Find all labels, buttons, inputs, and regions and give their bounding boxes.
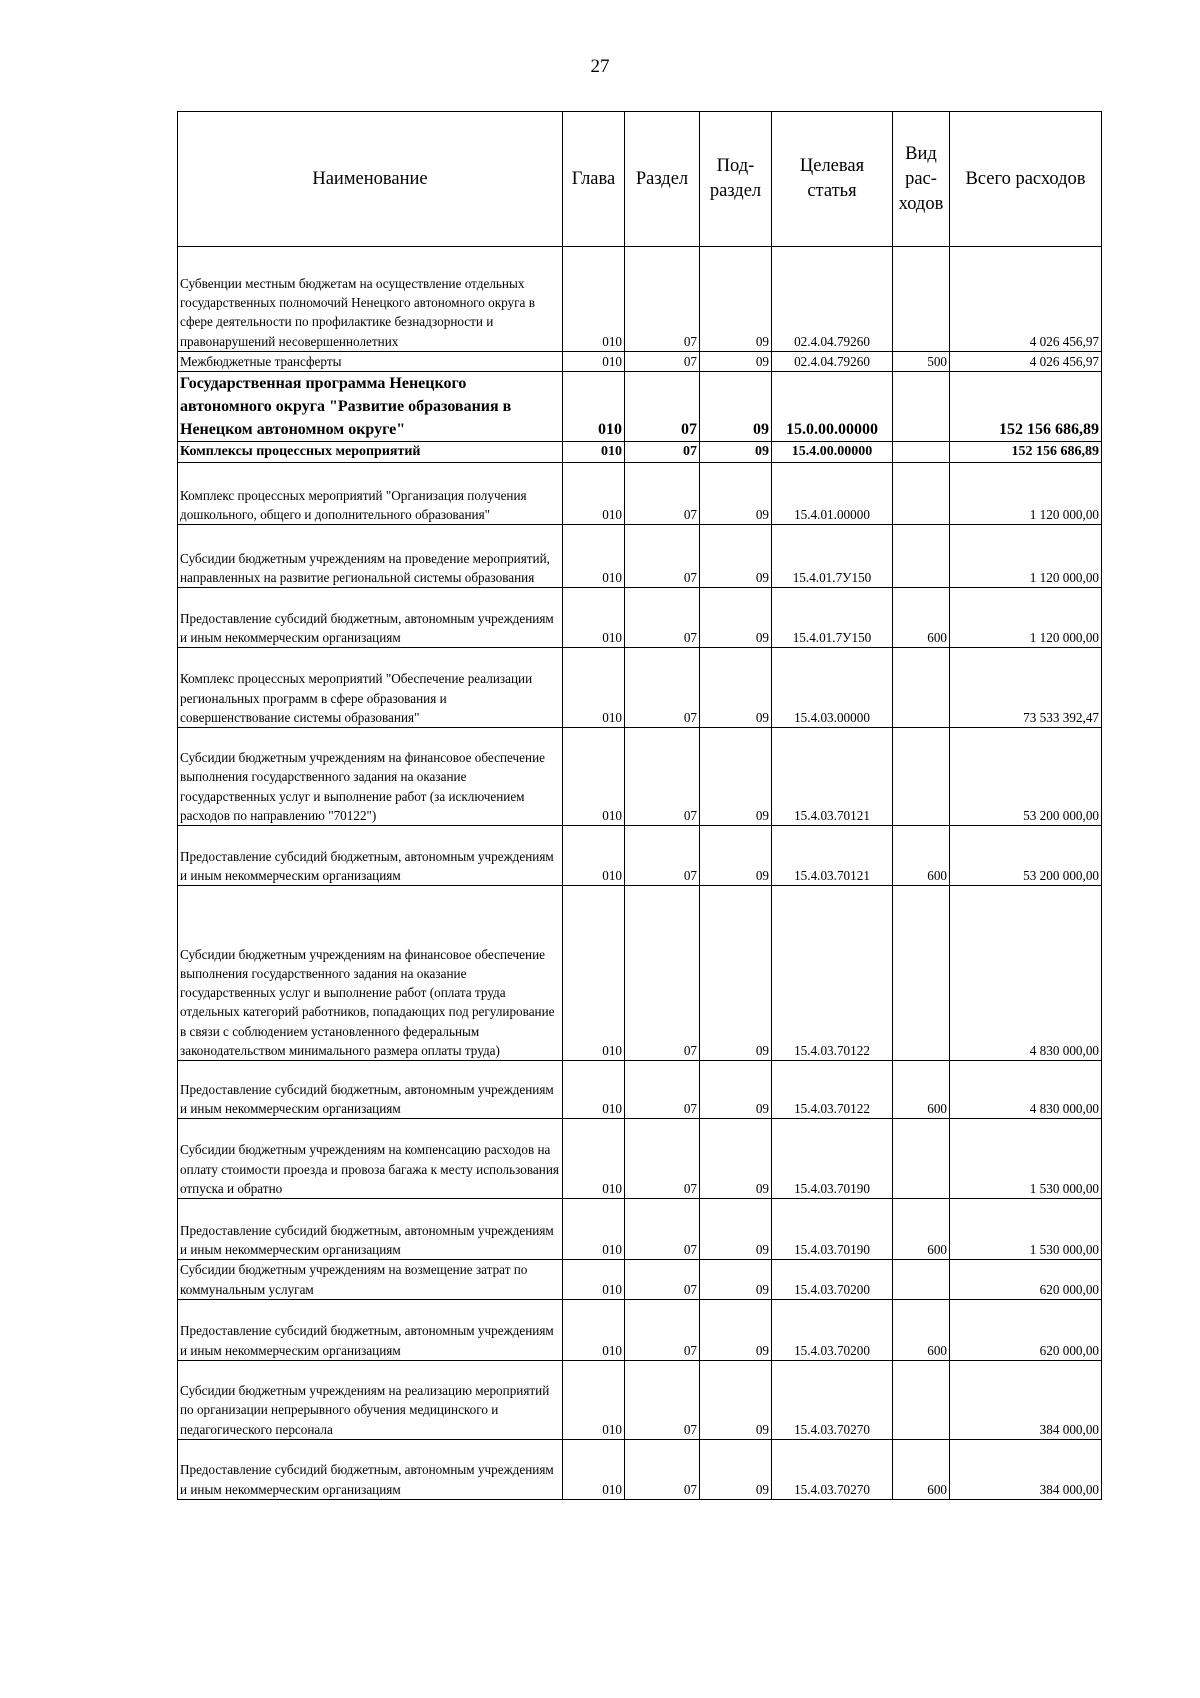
row-chapter: 010 [563, 1119, 625, 1199]
row-total: 384 000,00 [950, 1439, 1102, 1499]
table-row [178, 1260, 1102, 1300]
row-name: Субсидии бюджетным учреждениям на проведение мероприятий, направленных на развитие региональной системы образования [178, 525, 563, 588]
row-total: 152 156 686,89 [950, 372, 1102, 442]
row-type [893, 728, 950, 826]
row-chapter: 010 [563, 886, 625, 1061]
row-subsection: 09 [700, 886, 772, 1061]
row-target: 15.4.03.70270 [772, 1360, 893, 1439]
row-target: 15.4.03.70121 [772, 728, 893, 826]
row-section: 07 [625, 1360, 700, 1439]
table-header-row [178, 112, 1102, 247]
row-name: Субсидии бюджетным учреждениям на реализацию мероприятий по организации непрерывного обучения медицинского и педагогического персонала [178, 1360, 563, 1439]
row-chapter: 010 [563, 1439, 625, 1499]
row-type: 600 [893, 588, 950, 648]
row-name: Комплекс процессных мероприятий "Организация получения дошкольного, общего и дополнительного образования" [178, 463, 563, 525]
row-section: 07 [625, 1199, 700, 1260]
row-total: 4 830 000,00 [950, 886, 1102, 1061]
row-subsection: 09 [700, 463, 772, 525]
row-target: 15.4.03.70190 [772, 1199, 893, 1260]
row-name: Субсидии бюджетным учреждениям на возмещение затрат по коммунальным услугам [178, 1260, 563, 1300]
row-subsection: 09 [700, 1199, 772, 1260]
row-name: Комплекс процессных мероприятий "Обеспечение реализации региональных программ в сфере образования и совершенствование системы образования" [178, 648, 563, 728]
row-target: 15.4.03.70200 [772, 1299, 893, 1360]
row-type [893, 1260, 950, 1300]
table-row [178, 648, 1102, 728]
row-chapter: 010 [563, 728, 625, 826]
row-section: 07 [625, 886, 700, 1061]
row-type [893, 247, 950, 352]
table-row [178, 1299, 1102, 1360]
row-name: Предоставление субсидий бюджетным, автономным учреждениям и иным некоммерческим организациям [178, 1199, 563, 1260]
row-section: 07 [625, 247, 700, 352]
row-type [893, 463, 950, 525]
row-section: 07 [625, 1439, 700, 1499]
row-type: 600 [893, 1061, 950, 1119]
row-target: 15.4.03.70121 [772, 826, 893, 886]
row-subsection: 09 [700, 525, 772, 588]
header-type: Вид рас-ходов [893, 112, 950, 247]
row-chapter: 010 [563, 442, 625, 463]
table-row [178, 826, 1102, 886]
row-type [893, 886, 950, 1061]
row-section: 07 [625, 372, 700, 442]
table-row [178, 1061, 1102, 1119]
row-section: 07 [625, 1299, 700, 1360]
row-chapter: 010 [563, 525, 625, 588]
table-row [178, 1360, 1102, 1439]
row-section: 07 [625, 1260, 700, 1300]
row-chapter: 010 [563, 372, 625, 442]
row-subsection: 09 [700, 1061, 772, 1119]
table-row [178, 247, 1102, 352]
row-name: Предоставление субсидий бюджетным, автономным учреждениям и иным некоммерческим организациям [178, 1299, 563, 1360]
row-type: 600 [893, 1299, 950, 1360]
row-section: 07 [625, 442, 700, 463]
row-target: 15.4.03.70122 [772, 1061, 893, 1119]
row-total: 1 120 000,00 [950, 588, 1102, 648]
row-subsection: 09 [700, 1299, 772, 1360]
table-row [178, 1199, 1102, 1260]
row-total: 152 156 686,89 [950, 442, 1102, 463]
row-subsection: 09 [700, 1360, 772, 1439]
row-chapter: 010 [563, 247, 625, 352]
table-row [178, 372, 1102, 442]
row-subsection: 09 [700, 588, 772, 648]
row-name: Государственная программа Ненецкого автономного округа "Развитие образования в Ненецком автономном округе" [178, 372, 563, 442]
row-name: Предоставление субсидий бюджетным, автономным учреждениям и иным некоммерческим организациям [178, 588, 563, 648]
row-section: 07 [625, 648, 700, 728]
row-total: 4 830 000,00 [950, 1061, 1102, 1119]
row-name: Субвенции местным бюджетам на осуществление отдельных государственных полномочий Ненецкого автономного округа в сфере деятельности по профилактике безнадзорности и правонарушений несовершеннолетних [178, 247, 563, 352]
header-total: Всего расходов [950, 112, 1102, 247]
row-total: 1 530 000,00 [950, 1119, 1102, 1199]
row-target: 15.4.01.7У150 [772, 588, 893, 648]
row-name: Межбюджетные трансферты [178, 352, 563, 372]
row-type [893, 1360, 950, 1439]
row-chapter: 010 [563, 1299, 625, 1360]
row-section: 07 [625, 463, 700, 525]
row-target: 02.4.04.79260 [772, 352, 893, 372]
table-row [178, 352, 1102, 372]
row-target: 15.4.03.70190 [772, 1119, 893, 1199]
row-name: Предоставление субсидий бюджетным, автономным учреждениям и иным некоммерческим организациям [178, 1439, 563, 1499]
page-number: 27 [590, 56, 610, 77]
row-chapter: 010 [563, 648, 625, 728]
row-subsection: 09 [700, 648, 772, 728]
row-type: 600 [893, 1199, 950, 1260]
row-section: 07 [625, 525, 700, 588]
row-total: 53 200 000,00 [950, 728, 1102, 826]
row-total: 620 000,00 [950, 1260, 1102, 1300]
row-chapter: 010 [563, 352, 625, 372]
table-row [178, 1439, 1102, 1499]
header-target: Целевая статья [772, 112, 893, 247]
row-section: 07 [625, 826, 700, 886]
row-subsection: 09 [700, 372, 772, 442]
row-chapter: 010 [563, 1360, 625, 1439]
table-row [178, 525, 1102, 588]
row-total: 1 120 000,00 [950, 525, 1102, 588]
row-name: Комплексы процессных мероприятий [178, 442, 563, 463]
row-type [893, 442, 950, 463]
row-type: 500 [893, 352, 950, 372]
row-target: 15.4.03.70122 [772, 886, 893, 1061]
row-name: Субсидии бюджетным учреждениям на финансовое обеспечение выполнения государственного задания на оказание государственных услуг и выполнение работ (за исключением расходов по направлению "70122") [178, 728, 563, 826]
row-type: 600 [893, 1439, 950, 1499]
row-subsection: 09 [700, 247, 772, 352]
row-name: Предоставление субсидий бюджетным, автономным учреждениям и иным некоммерческим организациям [178, 1061, 563, 1119]
row-section: 07 [625, 1119, 700, 1199]
row-total: 1 120 000,00 [950, 463, 1102, 525]
row-type [893, 1119, 950, 1199]
row-subsection: 09 [700, 728, 772, 826]
row-type [893, 525, 950, 588]
row-target: 15.4.01.7У150 [772, 525, 893, 588]
row-type: 600 [893, 826, 950, 886]
table-row [178, 442, 1102, 463]
row-subsection: 09 [700, 1260, 772, 1300]
row-total: 4 026 456,97 [950, 247, 1102, 352]
table-row [178, 886, 1102, 1061]
table-row [178, 588, 1102, 648]
row-subsection: 09 [700, 1439, 772, 1499]
row-section: 07 [625, 1061, 700, 1119]
row-name: Предоставление субсидий бюджетным, автономным учреждениям и иным некоммерческим организациям [178, 826, 563, 886]
row-name: Субсидии бюджетным учреждениям на компенсацию расходов на оплату стоимости проезда и провоза багажа к месту использования отпуска и обратно [178, 1119, 563, 1199]
row-section: 07 [625, 588, 700, 648]
row-subsection: 09 [700, 826, 772, 886]
budget-table [177, 111, 1102, 1500]
row-total: 384 000,00 [950, 1360, 1102, 1439]
table-row [178, 463, 1102, 525]
row-target: 02.4.04.79260 [772, 247, 893, 352]
row-section: 07 [625, 352, 700, 372]
row-chapter: 010 [563, 1199, 625, 1260]
row-target: 15.4.03.70270 [772, 1439, 893, 1499]
header-subsection: Под-раздел [700, 112, 772, 247]
row-target: 15.4.01.00000 [772, 463, 893, 525]
row-name: Субсидии бюджетным учреждениям на финансовое обеспечение выполнения государственного задания на оказание государственных услуг и выполнение работ (оплата труда отдельных категорий работников, попадающих под регулирование в связи с соблюдением установленного федеральным законодательством минимального размера оплаты труда) [178, 886, 563, 1061]
row-target: 15.4.03.70200 [772, 1260, 893, 1300]
row-total: 73 533 392,47 [950, 648, 1102, 728]
row-target: 15.4.00.00000 [772, 442, 893, 463]
row-section: 07 [625, 728, 700, 826]
row-target: 15.4.03.00000 [772, 648, 893, 728]
row-type [893, 648, 950, 728]
row-chapter: 010 [563, 826, 625, 886]
header-name: Наименование [178, 112, 563, 247]
row-total: 620 000,00 [950, 1299, 1102, 1360]
table-row [178, 1119, 1102, 1199]
row-chapter: 010 [563, 588, 625, 648]
row-subsection: 09 [700, 352, 772, 372]
table-row [178, 728, 1102, 826]
row-subsection: 09 [700, 1119, 772, 1199]
row-total: 1 530 000,00 [950, 1199, 1102, 1260]
row-total: 4 026 456,97 [950, 352, 1102, 372]
row-subsection: 09 [700, 442, 772, 463]
header-chapter: Глава [563, 112, 625, 247]
row-chapter: 010 [563, 1260, 625, 1300]
row-type [893, 372, 950, 442]
row-target: 15.0.00.00000 [772, 372, 893, 442]
row-total: 53 200 000,00 [950, 826, 1102, 886]
row-chapter: 010 [563, 463, 625, 525]
header-section: Раздел [625, 112, 700, 247]
row-chapter: 010 [563, 1061, 625, 1119]
